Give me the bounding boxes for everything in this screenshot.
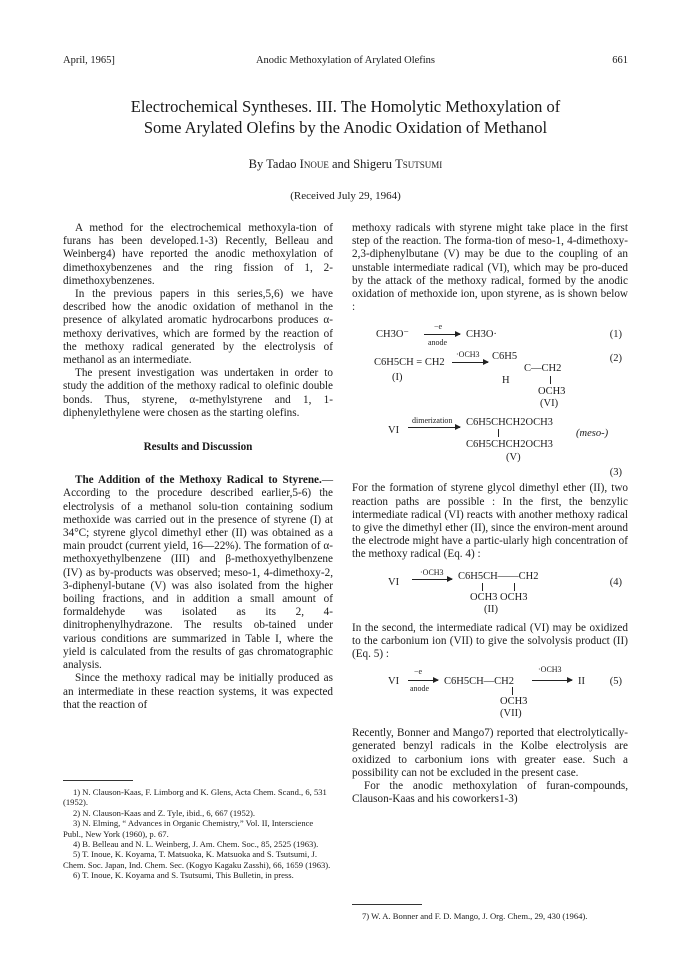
- paragraph-addition: [63, 474, 333, 672]
- eq3-bond: [498, 429, 499, 437]
- eq1-under: anode: [428, 338, 448, 348]
- footnote-1: 1) N. Clauson-Kaas, F. Limborg and K. Glens, Acta Chem. Scand., 6, 531 (1952).: [63, 787, 327, 808]
- eq2-number: (2): [609, 353, 622, 365]
- equation-1: [352, 322, 628, 346]
- running-head: [63, 55, 628, 71]
- footnote-4: 4) B. Belleau and N. L. Weinberg, J. Am. Chem. Soc., 85, 2525 (1963).: [73, 839, 319, 850]
- authors: [63, 157, 628, 172]
- eq2-over: ·OCH3: [456, 350, 480, 360]
- paragraph-continuation: methoxy radicals with styrene might take place in the first step of the reaction. The forma-tion of meso-1, 4-dimethoxy-2,3-diphenylbutane (V) may be due to the coupling of an unstable intermediate radical (VI), which may be pro-duced by the attack of the methoxy radical, formed by the anodic oxidation of methoxide ion, upon styrene, as is shown below :: [352, 222, 628, 314]
- eq5-arrow-2: [532, 680, 572, 681]
- eq3-meso: (meso-): [576, 428, 609, 440]
- eq5-methoxy: OCH3: [500, 696, 528, 708]
- eq4-bond-1: [482, 583, 483, 591]
- paragraph-second: In the second, the intermediate radical (VI) may be oxidized to the carbonium ion (VII) to give the solvolysis product (II) (Eq. 5) :: [352, 621, 628, 661]
- and-label: and: [331, 157, 351, 171]
- eq4-bond-2: [514, 583, 515, 591]
- eq5-product: C6H5CH—CH2: [444, 676, 515, 688]
- eq2-carbon: C—CH2: [524, 363, 562, 375]
- paragraph-glycol: For the formation of styrene glycol dimethyl ether (II), two reaction paths are possible : In the first, the benzylic intermediate radical (VI) reacts with another methoxy radical to give the dimethyl ether (II), since the environ-ment around the electrode might have a partic-ularly high concentration of the methoxy radical (Eq. 4) :: [352, 482, 628, 561]
- eq4-label: (II): [484, 603, 498, 615]
- title-line-2: Some Arylated Olefins by the Anodic Oxidation of Methanol: [143, 118, 548, 137]
- author-2-last: Tsutsumi: [395, 157, 443, 171]
- eq2-label-I: (I): [392, 372, 403, 384]
- footnote-2: 2) N. Clauson-Kaas and Z. Tyle, ibid., 6, 667 (1952).: [73, 807, 256, 818]
- equation-3: [352, 414, 628, 478]
- eq4-number: (4): [609, 576, 622, 588]
- eq4-over: ·OCH3: [420, 567, 444, 577]
- eq4-reactant: VI: [388, 576, 400, 588]
- eq3-top: C6H5CHCH2OCH3: [466, 417, 553, 429]
- author-1-first: Tadao: [266, 157, 297, 171]
- right-column: [352, 222, 628, 806]
- left-column: [63, 222, 333, 712]
- eq1-reactant: CH3O⁻: [376, 329, 409, 341]
- paragraph-intro-2: In the previous papers in this series,5,6) we have described how the anodic oxidation of methanol in the presence of alkylated aromatic hydrocarbons produces α-methoxy derivatives, which are formed by the reaction of the methoxy radical generated by the electrolysis of methanol as an intermediate.: [63, 288, 333, 367]
- paragraph-intro-1: A method for the electrochemical methoxyla-tion of furans has been developed.1-3) Recently, Belleau and Weinberg4) have reported the anodic methoxylation of dimethoxybenzenes and the ring fission of 1, 2-dimethoxybenzenes.: [63, 222, 333, 287]
- eq5-under: anode: [410, 684, 430, 694]
- title-line-1: Electrochemical Syntheses. III. The Homolytic Methoxylation of: [130, 97, 561, 116]
- author-1-last: Inoue: [299, 157, 329, 171]
- paragraph-intro-3: The present investigation was undertaken in order to study the addition of the methoxy radical to olefinic double bonds. Thus, styrene, α-methylstyrene and 1, 1-diphenylethylene were chosen as the starting olefins.: [63, 367, 333, 419]
- eq2-methoxy: OCH3: [538, 386, 566, 398]
- equation-2: [352, 348, 628, 408]
- footnote-7: 7) W. A. Bonner and F. D. Mango, J. Org. Chem., 29, 430 (1964).: [362, 911, 588, 921]
- eq1-product: CH3O·: [466, 329, 497, 341]
- paragraph-bonner: Recently, Bonner and Mango7) reported that electrolytically-generated benzyl radicals in the Kolbe electrolysis are oxidized to carbonium ions with greater ease. Such a possibility can not be excluded in the present case.: [352, 727, 628, 779]
- paragraph-addition-body: —According to the procedure described earlier,5-6) the electrolysis of a methanol solu-tion containing sodium methoxide was carried out in the presence of styrene (I) at 34°C; styrene glycol dimethyl ether (II) was obtained as a main proudct (current yield, 16—22%). The formation of α-methoxyethylbenzene (III) and β-methoxyethylbenzene (IV) as by-products was observed; meso-1, 4-dimethoxy-2, 3-diphenyl-butane (V) was also isolated from the higher boiling fractions, and in addition a small amount of formaldehyde was isolated as its 2, 4-dinitrophenylhydrazone. The results ob-tained under various conditions are summarized in Table I, where the yield is calculated from the results of gas chromatographic analysis.: [63, 474, 333, 672]
- eq1-arrow: [424, 334, 460, 335]
- eq1-number: (1): [609, 329, 622, 341]
- eq4-arrow: [412, 579, 452, 580]
- received-date: (Received July 29, 1964): [290, 190, 401, 202]
- paragraph-furan: For the anodic methoxylation of furan-compounds, Clauson-Kaas and his coworkers1-3): [352, 780, 628, 806]
- eq5-arrow-1: [408, 680, 438, 681]
- footnote-rule-right: [352, 904, 422, 905]
- eq5-reactant: VI: [388, 676, 400, 688]
- eq2-label-VI: (VI): [540, 398, 559, 410]
- eq3-arrow: [408, 427, 460, 428]
- eq2-reactant: C6H5CH = CH2: [374, 357, 445, 369]
- paragraph-heading: The Addition of the Methoxy Radical to Styrene.: [75, 474, 322, 487]
- eq4-methoxy: OCH3 OCH3: [470, 591, 528, 603]
- eq5-number: (5): [609, 676, 622, 688]
- eq3-label: (V): [506, 452, 521, 464]
- eq3-bottom: C6H5CHCH2OCH3: [466, 439, 553, 451]
- eq4-product: C6H5CH——CH2: [458, 570, 539, 582]
- eq3-reactant: VI: [388, 425, 400, 437]
- footnote-rule: [63, 780, 133, 781]
- eq5-label: (VII): [500, 708, 522, 720]
- eq2-hydrogen: H: [502, 375, 510, 387]
- article-title: [63, 96, 628, 138]
- eq2-bond: [550, 376, 551, 384]
- journal-running-title: Anodic Methoxylation of Arylated Olefins: [255, 55, 436, 66]
- eq5-over: −e: [414, 667, 423, 677]
- eq1-over: −e: [434, 322, 443, 332]
- eq3-over: dimerization: [412, 416, 453, 426]
- eq2-arrow: [452, 362, 488, 363]
- eq5-over-2: ·OCH3: [538, 665, 562, 675]
- by-label: By: [248, 157, 264, 171]
- equation-5: [352, 665, 628, 720]
- eq5-result: II: [578, 676, 585, 688]
- eq5-bond: [512, 687, 513, 695]
- footnotes-left: [63, 780, 333, 881]
- equation-4: [352, 566, 628, 614]
- eq2-phenyl: C6H5: [492, 351, 518, 363]
- author-2-first: Shigeru: [353, 157, 393, 171]
- footnotes-right: [352, 904, 628, 921]
- issue-date: April, 1965]: [63, 55, 115, 66]
- footnote-6: 6) T. Inoue, K. Koyama and S. Tsutsumi, This Bulletin, in press.: [73, 870, 294, 881]
- footnote-5: 5) T. Inoue, K. Koyama, T. Matsuoka, K. Matsuoka and S. Tsutsumi, J. Chem. Soc. Japan, Ind. Chem. Sec. (Kogyo Kagaku Zasshi), 66, 1659 (1963).: [63, 849, 331, 870]
- section-heading: Results and Discussion: [143, 441, 253, 454]
- paragraph-radical: Since the methoxy radical may be initially produced as an intermediate in these reaction systems, it was expected that the reaction of: [63, 672, 333, 711]
- eq3-number: (3): [609, 467, 622, 479]
- footnote-3: 3) N. Elming, “ Advances in Organic Chemistry,” Vol. II, Interscience Publ., New York (1960), p. 67.: [63, 818, 314, 839]
- page-number: 661: [612, 55, 628, 66]
